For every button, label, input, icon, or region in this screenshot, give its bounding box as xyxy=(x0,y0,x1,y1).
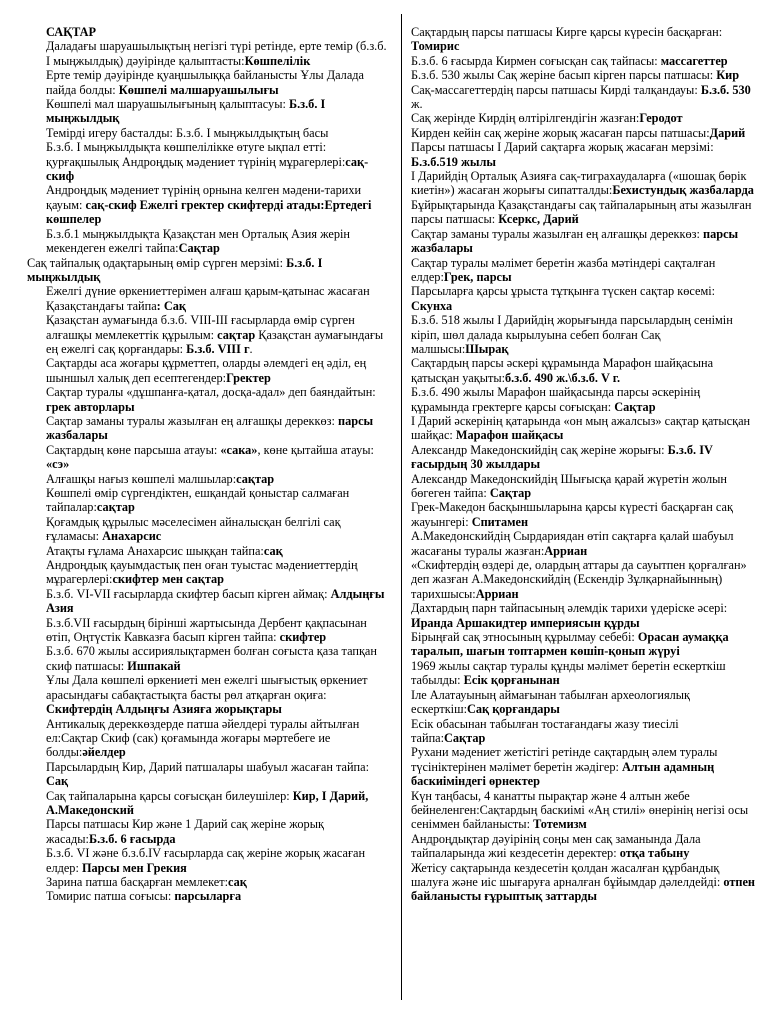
question-text: Ежелгі дүние өркениеттерімен алғаш қарым-қатынас жасаған Қазақстандағы тайпа xyxy=(46,284,370,313)
question-text: Атақты ғұлама Анахарсис шыққан тайпа: xyxy=(46,543,264,558)
right-entries xyxy=(411,25,755,904)
qa-entry xyxy=(46,486,390,515)
answer-text: Сақтар xyxy=(178,241,220,256)
qa-entry xyxy=(411,356,755,385)
qa-entry xyxy=(46,616,390,645)
answer-text: Спитамен xyxy=(471,514,529,529)
qa-entry xyxy=(46,140,390,183)
answer-text: Грек, парсы xyxy=(443,269,512,284)
qa-entry xyxy=(411,745,755,788)
right-column xyxy=(411,25,755,904)
qa-entry xyxy=(46,443,390,472)
question-text: Грек-Македон басқыншыларына қарсы күресті басқарған сақ жауынгері: xyxy=(411,500,733,529)
qa-entry xyxy=(411,472,755,501)
question-text: Б.з.б. 6 ғасырда Кирмен соғысқан сақ тайпасы: xyxy=(411,53,661,68)
qa-entry xyxy=(411,54,755,68)
question-text: Парсы патшасы Кир және 1 Дарий сақ жеріне жорық жасады: xyxy=(46,817,324,846)
question-text: Парсылардың Кир, Дарий патшалары шабуыл жасаған тайпа: xyxy=(46,759,370,774)
question-text: Александр Македонскийдің сақ жеріне жорығы: xyxy=(411,442,668,457)
answer-text: Б.з.б. VIII г xyxy=(186,341,250,356)
answer-text: Сақтар xyxy=(444,730,486,745)
qa-entry xyxy=(411,717,755,746)
answer-text: Б.з.б. 6 ғасырда xyxy=(88,831,176,846)
qa-entry xyxy=(411,313,755,356)
qa-entry xyxy=(411,443,755,472)
question-text: Жетісу сақтарында кездесетін қолдан жасалған құрбандық шалуға және иіс шығаруға арналған бұйымдар дәлелдейді: xyxy=(411,860,724,889)
question-text: . xyxy=(249,341,253,356)
question-text: Б.з.б. VI-VII ғасырларда скифтер басып кірген аймақ: xyxy=(46,586,331,601)
qa-entry xyxy=(46,97,390,126)
question-text: Б.з.б. 670 жылы ассириялықтармен болған соғыста қаза тапқан скиф патшасы: xyxy=(46,644,377,673)
qa-entry xyxy=(411,25,755,54)
question-text: Сақ тайпаларына қарсы соғысқан билеушілер: xyxy=(46,788,293,803)
answer-text: парсы жазбалары xyxy=(46,413,374,443)
question-text: Қазақстан аумағындағы ең ежелгі сақ қорғандары: xyxy=(46,327,384,356)
answer-text: Б.з.б. І мыңжылдық xyxy=(27,255,323,284)
qa-entry xyxy=(411,198,755,227)
answer-text: сақтар xyxy=(236,471,275,486)
answer-text: сақтар xyxy=(217,327,256,342)
question-text: Александр Македонскийдің Шығысқа қарай жүретін жолын бөгеген тайпа: xyxy=(411,471,728,500)
question-text: Көшпелі мал шаруашылығының қалыптасуы: xyxy=(46,97,289,112)
question-text: Б.з.б.1 мыңжылдықта Қазақстан мен Орталық Азия жерін мекендеген ежелгі тайпа: xyxy=(46,226,351,256)
answer-text: «сака» xyxy=(220,442,258,457)
answer-text: Скифтердің Алдыңғы Азияға жорықтары xyxy=(46,702,282,717)
answer-text: сақ-скиф xyxy=(46,154,369,184)
left-column xyxy=(27,25,390,904)
answer-text: Кир xyxy=(716,68,740,83)
answer-text: әйелдер xyxy=(82,745,126,760)
question-text: Антикалық дереккөздерде патша әйелдері туралы айтылған ел:Сақтар Скиф (сак) қоғамында жоғары мәртебеге ие болды: xyxy=(46,716,360,760)
qa-entry xyxy=(46,558,390,587)
question-text: Зарина патша басқарған мемлекет: xyxy=(46,874,228,889)
qa-entry xyxy=(411,630,755,659)
qa-entry xyxy=(46,889,390,903)
answer-text: парсыларға xyxy=(174,889,242,904)
question-text: Ерте темір дәуірінде қуаңшылыққа байланысты Ұлы Далада пайда болды: xyxy=(46,68,364,97)
answer-text: сақтар xyxy=(96,500,135,515)
answer-text: Көшпелілік xyxy=(244,53,311,68)
answer-text: Көшпелі малшаруашылығы xyxy=(118,82,279,97)
qa-entry xyxy=(411,659,755,688)
answer-text: Дарий xyxy=(709,125,746,140)
question-text: Бұйрықтарында Қазақстандағы сақ тайпаларының аты жазылған парсы патшасы: xyxy=(411,197,752,227)
qa-entry xyxy=(46,846,390,875)
qa-entry xyxy=(411,789,755,832)
question-text: Парсы патшасы І Дарий сақтарға жорық жасаған мерзімі: xyxy=(411,140,714,155)
qa-entry xyxy=(411,140,755,169)
question-text: Темірді игеру басталды: Б.з.б. І мыңжылдықтың басы xyxy=(46,125,329,140)
qa-entry xyxy=(411,414,755,443)
qa-entry xyxy=(46,183,390,226)
question-text: «Скифтердің өздері де, олардың аттары да сауытпен қорғалған» деп жазған А.Македонскийдің (Ескендір Зұлқарнайынның) тарихшысы: xyxy=(411,558,747,601)
answer-text: Гректер xyxy=(226,370,271,385)
qa-entry xyxy=(46,717,390,760)
answer-text: Кир, І Дарий, А.Македонский xyxy=(46,788,369,817)
qa-entry xyxy=(46,414,390,443)
answer-text: Марафон шайқасы xyxy=(455,428,564,443)
question-text: Сақ тайпалық одақтарының өмір сүрген мерзімі: xyxy=(27,255,287,270)
qa-entry xyxy=(46,587,390,616)
question-text: , көне қытайша атауы: xyxy=(257,442,374,457)
qa-entry xyxy=(46,875,390,889)
question-text: І Дарийдің Орталық Азияға сақ-тиграхаудаларға («шошақ бөрік киетін») жасаған жорығы сипатталды: xyxy=(411,169,747,198)
answer-text: сақ-скиф Ежелгі гректер скифтерді атады:Ертедегі көшпелер xyxy=(46,197,372,227)
answer-text: Арриан xyxy=(475,586,519,601)
qa-entry xyxy=(46,313,390,356)
qa-entry xyxy=(411,126,755,140)
qa-entry xyxy=(411,688,755,717)
qa-entry xyxy=(46,515,390,544)
question-text: Сақтардың парсы әскері құрамында Марафон шайқасына қатысқан уақыты: xyxy=(411,356,714,385)
answer-text: Орасан аумаққа таралып, шағын топтармен көшіп-қонып жүруі xyxy=(411,630,729,659)
question-text: Сақтар заманы туралы жазылған ең алғашқы дереккөз: xyxy=(46,413,339,428)
answer-text: Сақтар xyxy=(489,486,532,500)
qa-entry xyxy=(46,284,390,313)
question-text: Сақтардың парсы патшасы Кирге қарсы күресін басқарған: xyxy=(411,25,723,39)
question-text: Дахтардың парн тайпасының әлемдік тарихи үдерiске әсерi: xyxy=(411,601,728,616)
qa-entry xyxy=(411,500,755,529)
question-text: Іле Алатауының аймағынан табылған археологиялық ескерткіш: xyxy=(411,687,691,717)
answer-text: Б.з.б. IV ғасырдың 30 жылдары xyxy=(411,442,713,472)
qa-entry xyxy=(46,544,390,558)
question-text: Б.з.б.VII ғасырдың бірінші жартысында Дербент қақпасынан өтіп, Оңтүстік Кавказға басып кірген тайпа: xyxy=(46,615,367,645)
answer-text: Томирис xyxy=(411,39,460,54)
answer-text: Анахарсис xyxy=(102,529,162,544)
answer-text: парсы жазбалары xyxy=(411,226,739,256)
answer-text: Сақтар xyxy=(614,399,656,414)
question-text: Сақтар туралы «дұшпанға-қатал, досқа-адал» деп баяндайтын: xyxy=(46,385,376,400)
question-text: Рухани мәдениет жетістігі ретінде сақтардың әлем туралы түсініктерінен мәлімет беретін жәдігер: xyxy=(411,745,718,774)
answer-text: Бехистундық жазбаларда xyxy=(612,183,754,198)
answer-text: Иранда Аршакидтер империясын құрды xyxy=(411,615,640,630)
answer-text: Б.з.б. І мыңжылдық xyxy=(46,97,326,126)
qa-entry xyxy=(27,256,390,285)
answer-text: массагеттер xyxy=(660,53,728,68)
answer-text: Тотемизм xyxy=(533,817,587,832)
answer-text: сақ xyxy=(263,543,283,558)
question-text: Күн таңбасы, 4 канатты пырақтар және 4 алтын жебе бейнеленген:Сақтардың баскиімі «Аң стилі» өнерінің негізі осы сеніммен байланысты: xyxy=(411,788,749,832)
qa-entry xyxy=(411,385,755,414)
answer-text: Скунха xyxy=(411,298,453,313)
answer-text: Шырақ xyxy=(465,341,509,356)
answer-text: б.з.б. 490 ж.\б.з.б. V г. xyxy=(505,370,621,385)
question-text: Сақ жерінде Кирдің өлтірілгендігін жазған: xyxy=(411,111,640,126)
answer-text: «сэ» xyxy=(46,457,70,472)
answer-text: скифтер xyxy=(279,630,327,645)
qa-entry xyxy=(46,472,390,486)
answer-text: грек авторлары xyxy=(46,399,135,414)
qa-entry xyxy=(411,832,755,861)
question-text: Ұлы Дала көшпелі өркениеті мен ежелгі шығыстық өркениет арасындағы сабақтастықта басты рөл атқарған оқиға: xyxy=(46,673,368,702)
qa-entry xyxy=(46,817,390,846)
answer-text: отқа табыну xyxy=(619,846,690,861)
qa-entry xyxy=(411,169,755,198)
question-text: Көшпелі өмір сүргендіктен, ешқандай қоныстар салмаған тайпалар: xyxy=(46,486,350,515)
qa-entry xyxy=(411,529,755,558)
qa-entry xyxy=(411,284,755,313)
question-text: Андроңдық мәдениет түрінің орнына келген мәдени-тарихи қауым: xyxy=(46,183,362,212)
question-text: Б.з.б. 518 жылы І Дарийдің жорығында парсылардың сенімін кіріп, шөл далада кырылуына себеп болған Сақ малшысы: xyxy=(411,313,733,356)
question-text: А.Македонскийдің Сырдариядан өтіп сақтарға қалай шабуыл жасағаны туралы жазған: xyxy=(411,529,734,558)
question-text: Сақтардың көне парсыша атауы: xyxy=(46,442,221,457)
answer-text: Парсы мен Грекия xyxy=(81,860,187,875)
answer-text: Есік қорғанынан xyxy=(463,673,560,688)
question-text: ж. xyxy=(411,97,423,112)
answer-text: отпен байланысты ғұрыптық заттарды xyxy=(411,874,756,904)
question-text: Томирис патша соғысы: xyxy=(46,889,175,904)
qa-entry xyxy=(46,356,390,385)
question-text: Сақ-массагеттердің парсы патшасы Кирді талқандауы: xyxy=(411,82,701,97)
question-text: Сақтар заманы туралы жазылған ең алғашқы дереккөз: xyxy=(411,226,704,241)
question-text: Қазақстан аумағында б.з.б. VIII-III ғасырларда өмір сүрген алғашқы мемлекеттік құрылым: xyxy=(46,313,355,342)
question-text: Б.з.б. І мыңжылдықта көшпелілікке өтуге ықпал етті: қурғақшылық Андроңдық мәдениет түрінің мұрагерлері: xyxy=(46,140,346,169)
question-text: Қоғамдық құрылыс мәселесімен айналысқан белгілі сақ ғұламасы: xyxy=(46,514,341,544)
qa-entry xyxy=(46,644,390,673)
question-text: Сақтарды аса жоғары құрметтеп, оларды әлемдегі ең әділ, ең шыншыл халық деп есептегендер: xyxy=(46,356,367,385)
question-text: Парсыларға қарсы ұрыста тұтқынға түскен сақтар көсемі: xyxy=(411,284,716,299)
answer-text: Сақ қорғандары xyxy=(467,702,560,717)
answer-text: Геродот xyxy=(639,111,683,126)
qa-entry xyxy=(46,126,390,140)
qa-entry xyxy=(411,83,755,112)
qa-entry xyxy=(46,227,390,256)
question-text: Андроңдықтар дәуірінің соңы мен сақ заманында Дала тайпаларында жиі кездесетін деректер: xyxy=(411,831,701,861)
question-text: Алғашқы нағыз көшпелі малшылар: xyxy=(46,471,237,486)
qa-entry xyxy=(46,789,390,818)
question-text: Кирден кейін сақ жеріне жорық жасаған парсы патшасы: xyxy=(411,125,710,140)
document-title: САҚТАР xyxy=(46,25,97,39)
answer-text: Алдыңғы Азия xyxy=(46,586,385,616)
question-text: Даладағы шаруашылықтың негізгі түрі ретінде, ерте темір (б.з.б. І мыңжылдық) дәуірінде қалыптасты: xyxy=(46,39,387,68)
answer-text: Б.з.б. 530 xyxy=(700,82,751,97)
qa-entry xyxy=(411,256,755,285)
answer-text: : Сақ xyxy=(156,298,186,313)
qa-entry xyxy=(46,673,390,716)
answer-text: Арриан xyxy=(544,543,588,558)
question-text: Б.з.б. 530 жылы Сақ жеріне басып кірген парсы патшасы: xyxy=(411,68,717,83)
answer-text: Б.з.б.519 жылы xyxy=(411,154,496,169)
qa-entry xyxy=(411,68,755,82)
answer-text: Сақ xyxy=(46,774,69,789)
qa-entry xyxy=(46,39,390,68)
qa-entry xyxy=(411,601,755,630)
qa-entry xyxy=(411,558,755,601)
qa-entry xyxy=(46,760,390,789)
answer-text: скифтер мен сақтар xyxy=(112,572,225,587)
qa-entry xyxy=(46,68,390,97)
column-divider xyxy=(401,14,402,1000)
question-text: Б.з.б. 490 жылы Марафон шайқасында парсы әскерінің құрамында гректерге қарсы соғысқан: xyxy=(411,385,701,414)
qa-entry xyxy=(46,385,390,414)
question-text: Сақтар туралы мәлімет беретін жазба мәтіндері сақталған елдер: xyxy=(411,255,716,284)
left-entries xyxy=(27,39,390,904)
answer-text: сақ xyxy=(228,874,247,889)
question-text: Бірыңғай сақ этносының құрылмау себебі: xyxy=(411,630,638,645)
question-text: Б.з.б. VI және б.з.б.IV ғасырларда сақ жеріне жорық жасаған елдер: xyxy=(46,846,366,875)
qa-entry xyxy=(411,861,755,904)
qa-entry xyxy=(411,111,755,125)
answer-text: Ишпакай xyxy=(127,658,181,673)
answer-text: Алтын адамның баскиіміндегі өрнектер xyxy=(411,759,715,789)
question-text: Есік обасынан табылған тостағандағы жазу тиесілі тайпа: xyxy=(411,716,679,745)
question-text: 1969 жылы сақтар туралы құнды мәлімет беретін ескерткіш табылды: xyxy=(411,658,726,688)
answer-text: Ксеркс, Дарий xyxy=(498,212,579,227)
question-text: Андроңдық қауымдастық пен оған туыстас мәдениеттердің мұрагерлері: xyxy=(46,558,358,587)
question-text: І Дарий әскерінің қатарында «он мың ажалсыз» сақтар қатысқан шайқас: xyxy=(411,413,751,443)
qa-entry xyxy=(411,227,755,256)
